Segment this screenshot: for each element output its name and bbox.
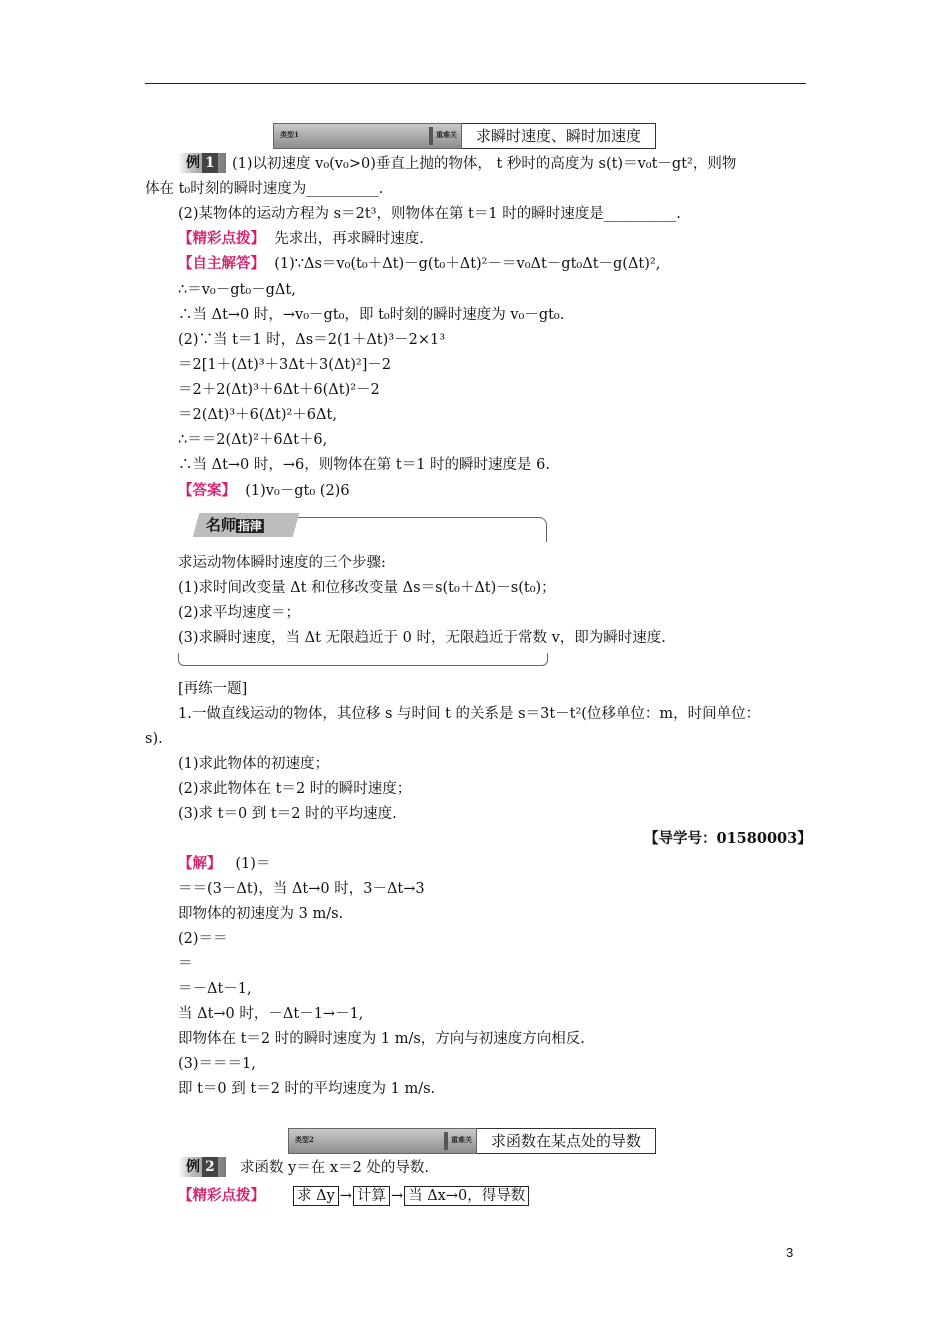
ex2-question: 求函数 y＝在 x＝2 处的导数. [240,1160,430,1176]
type2-banner [288,1128,656,1154]
arrow-icon: → [390,1188,404,1204]
practice-solution-1: 【解】 (1)＝ [178,855,271,872]
type2-title: 求函数在某点处的导数 [477,1128,656,1154]
ex1-solution-line: ∴＝v₀－gt₀－gΔt, [178,282,296,298]
type1-tag-label: 类型1 [280,130,299,139]
type2-tag-label: 类型2 [295,1135,314,1144]
tip-bottom-border [178,653,548,666]
ex1-solution-line: ＝2[1＋(Δt)³＋3Δt＋3(Δt)²]－2 [178,357,392,373]
tip-line: (2)求平均速度＝； [178,605,301,621]
tip-line: (3)求瞬时速度，当 Δt 无限趋近于 0 时，无限趋近于常数 v，即为瞬时速度. [178,630,666,646]
flow-step: 计算 [353,1186,390,1206]
tip-top-border [278,517,547,542]
ex2-flow [293,1186,529,1206]
arrow-icon: → [339,1188,352,1204]
practice-solution-line: ＝＝(3－Δt)，当 Δt→0 时，3－Δt→3 [178,881,425,897]
type1-tag [273,123,462,149]
type1-banner [273,123,656,149]
ex1-solution-line: ∴＝＝2(Δt)²＋6Δt＋6, [178,432,328,448]
flow-step: 当 Δx→0，得导数 [404,1186,529,1206]
practice-solution-line: ＝－Δt－1, [178,981,252,997]
flow-step: 求 Δy [293,1186,339,1206]
header-rule [145,83,806,84]
practice-label: [再练一题] [178,681,248,697]
practice-item: (3)求 t＝0 到 t＝2 时的平均速度. [178,806,397,822]
ex1-solution-line: ∴当 Δt→0 时，→v₀－gt₀，即 t₀时刻的瞬时速度为 v₀－gt₀. [178,307,565,323]
example2-label: 例 2 [178,1157,226,1177]
tip-line: (1)求时间改变量 Δt 和位移改变量 Δs＝s(t₀＋Δt)－s(t₀)； [178,580,556,596]
ex1-solution-line: ∴当 Δt→0 时，→6，则物体在第 t＝1 时的瞬时速度是 6. [178,457,550,473]
type2-tag-right: 重难关 [451,1135,472,1144]
practice-item: (2)求此物体在 t＝2 时的瞬时速度； [178,781,412,797]
page-number: 3 [786,1245,794,1260]
type1-tag-right: 重难关 [436,130,457,139]
practice-solution-line: 即物体的初速度为 3 m/s. [178,906,344,922]
practice-solution-line: 即物体在 t＝2 时的瞬时速度为 1 m/s，方向与初速度方向相反. [178,1031,585,1047]
guide-number: 【导学号：01580003】 [644,830,812,847]
tip-line: 求运动物体瞬时速度的三个步骤: [178,555,386,571]
practice-question-cont: s). [145,731,163,747]
ex1-solution-line: (2)∵当 t＝1 时，Δs＝2(1＋Δt)³－2×1³ [178,332,446,348]
practice-solution-line: (2)＝＝ [178,931,228,947]
ex1-answer: 【答案】 (1)v₀－gt₀ (2)6 [178,482,350,499]
tag-bar [444,1132,448,1150]
ex2-hint-label: 【精彩点拨】 [178,1187,265,1204]
practice-question: 1.一做直线运动的物体，其位移 s 与时间 t 的关系是 s＝3t－t²(位移单位：m，时间单位： [178,706,761,722]
ex1-solution-1: 【自主解答】 (1)∵Δs＝v₀(t₀＋Δt)－g(t₀＋Δt)²－＝v₀Δt－gt₀Δt－g(Δt)², [178,255,661,272]
practice-solution-line: 当 Δt→0 时，－Δt－1→－1, [178,1006,364,1022]
practice-solution-line: ＝ [178,956,193,972]
example1-label: 例 1 [178,153,226,173]
type1-title: 求瞬时速度、瞬时加速度 [462,123,656,149]
ex1-question-1: (1)以初速度 v₀(v₀>0)垂直上抛的物体， t 秒时的高度为 s(t)＝v₀t－gt²，则物 [232,156,737,172]
ex1-solution-line: ＝2(Δt)³＋6(Δt)²＋6Δt, [178,407,337,423]
ex1-solution-line: ＝2＋2(Δt)³＋6Δt＋6(Δt)²－2 [178,382,380,398]
ex1-hint: 【精彩点拨】 先求出，再求瞬时速度. [178,230,424,247]
practice-solution-line: 即 t＝0 到 t＝2 时的平均速度为 1 m/s. [178,1081,436,1097]
ex1-question-2: (2)某物体的运动方程为 s＝2t³，则物体在第 t＝1 时的瞬时速度是__________. [178,206,681,222]
tip-heading: 名师 指津 [193,513,299,537]
type2-tag [288,1128,477,1154]
ex1-question-1b: 体在 t₀时刻的瞬时速度为__________. [145,181,384,197]
practice-item: (1)求此物体的初速度； [178,756,330,772]
tag-bar [429,127,433,145]
practice-solution-line: (3)＝＝＝1, [178,1056,256,1072]
